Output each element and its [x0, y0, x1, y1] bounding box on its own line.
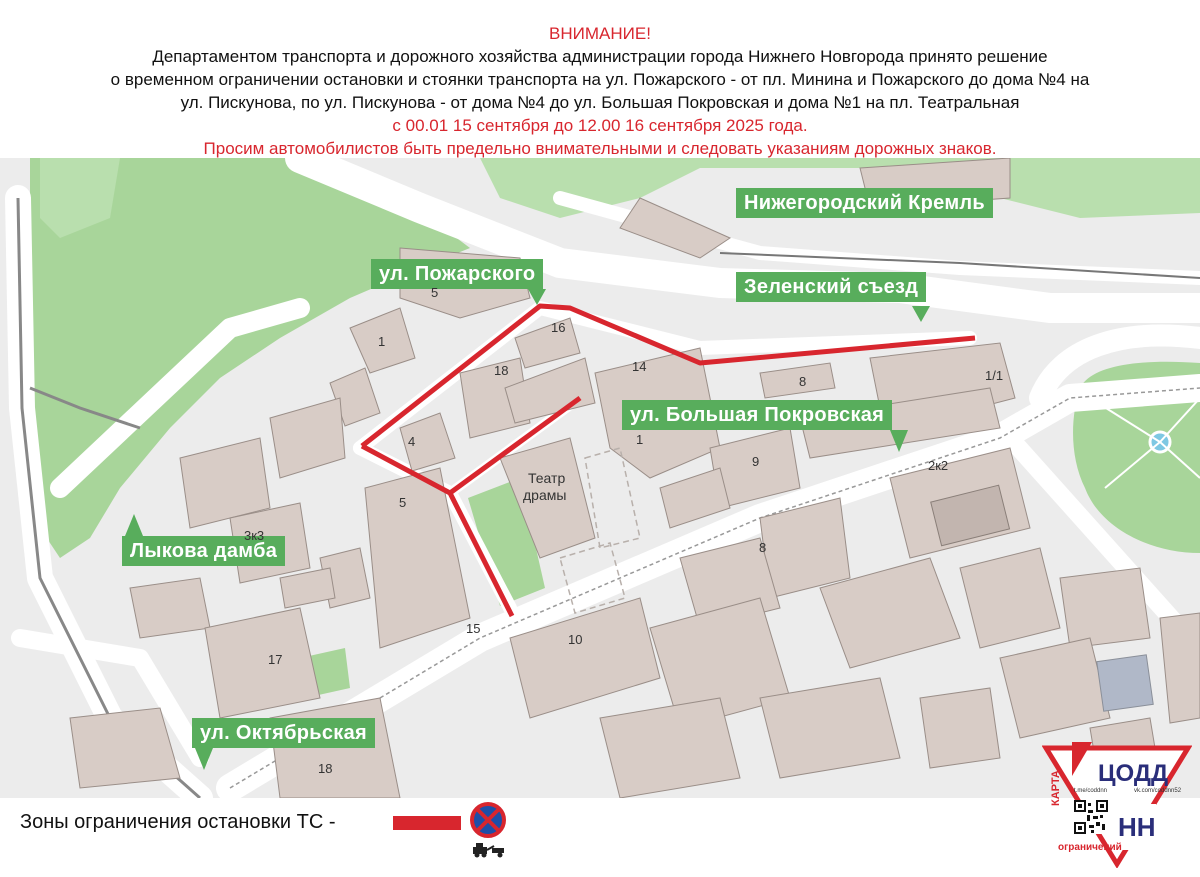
no-stopping-sign-icon [470, 802, 506, 838]
announcement-line-3: ул. Пискунова, по ул. Пискунова - от дома №4 до ул. Большая Покровская и дома №1 на пл. Театральная [180, 93, 1020, 112]
label-pozharskogo: ул. Пожарского [371, 259, 543, 289]
announcement-header [0, 0, 1200, 158]
announcement-line-1: Департаментом транспорта и дорожного хозяйства администрации города Нижнего Новгорода принято решение [152, 47, 1048, 66]
building-number: 5 [399, 495, 407, 510]
building-number: 3к3 [244, 528, 265, 543]
logo-bottom-text: ограничений [1058, 842, 1122, 853]
logo-small-right: vk.com/coddnn52 [1134, 788, 1182, 794]
building [1000, 638, 1110, 738]
theatre-label-line1: Театр [528, 470, 566, 486]
building [660, 468, 730, 528]
legend-text: Зоны ограничения остановки ТС - [20, 811, 336, 833]
map-legend [0, 798, 1200, 877]
building-number: 1 [636, 432, 644, 447]
building [600, 698, 740, 798]
building-number: 9 [752, 454, 760, 469]
announcement-line-2: о временном ограничении остановки и стоянки транспорта на ул. Пожарского - от пл. Минина и Пожарского до дома №4 на [110, 70, 1090, 89]
label-lykova: Лыкова дамба [122, 536, 285, 566]
warning-title: ВНИМАНИЕ! [549, 24, 651, 43]
label-zelensky-pointer [912, 306, 930, 322]
building [960, 548, 1060, 648]
building [620, 198, 730, 258]
legend-restriction-line [393, 816, 461, 830]
building [920, 688, 1000, 768]
building-number: 5 [431, 285, 439, 300]
label-pokrovskaya: ул. Большая Покровская [622, 400, 892, 430]
label-pokrovskaya-pointer [890, 430, 908, 452]
logo-small-left: t.me/coddnn [1074, 788, 1108, 794]
qr-code-icon [1074, 800, 1108, 834]
building [270, 398, 345, 478]
building [270, 698, 400, 798]
map-canvas [0, 158, 1200, 798]
building-number: 8 [759, 540, 767, 555]
building [760, 363, 835, 398]
building-number: 18 [318, 761, 333, 776]
building [70, 708, 180, 788]
label-zelensky: Зеленский съезд [736, 272, 926, 302]
building [1160, 613, 1200, 723]
building-number: 2к2 [928, 458, 949, 473]
codd-logo [1042, 738, 1192, 868]
label-oktyabrskaya-pointer [195, 748, 213, 770]
theatre-label-line2: драмы [523, 487, 567, 503]
label-pozharskogo-pointer [528, 289, 546, 305]
building [205, 608, 320, 718]
label-lykova-pointer [125, 514, 143, 536]
building [280, 568, 335, 608]
building [130, 578, 210, 638]
building-number: 8 [799, 374, 807, 389]
building-number: 15 [466, 621, 481, 636]
announcement-appeal: Просим автомобилистов быть предельно внимательными и следовать указаниям дорожных знаков. [203, 139, 997, 158]
logo-name: ЦОДД [1098, 760, 1169, 787]
building-number: 4 [408, 434, 416, 449]
dark-building [1097, 655, 1153, 711]
building-number: 14 [632, 359, 647, 374]
logo-side-text: КАРТА [1050, 770, 1062, 806]
tow-truck-icon [472, 842, 506, 858]
label-oktyabrskaya: ул. Октябрьская [192, 718, 375, 748]
building-number: 17 [268, 652, 283, 667]
building-number: 1/1 [985, 368, 1004, 383]
building [1060, 568, 1150, 648]
logo-region: НН [1118, 812, 1156, 842]
building-number: 16 [551, 320, 566, 335]
building-number: 10 [568, 632, 583, 647]
city-map [0, 158, 1200, 798]
label-kremlin: Нижегородский Кремль [736, 188, 993, 218]
building-number: 1 [378, 334, 386, 349]
announcement-dates: с 00.01 15 сентября до 12.00 16 сентября 2025 года. [392, 116, 808, 135]
building-number: 18 [494, 363, 509, 378]
